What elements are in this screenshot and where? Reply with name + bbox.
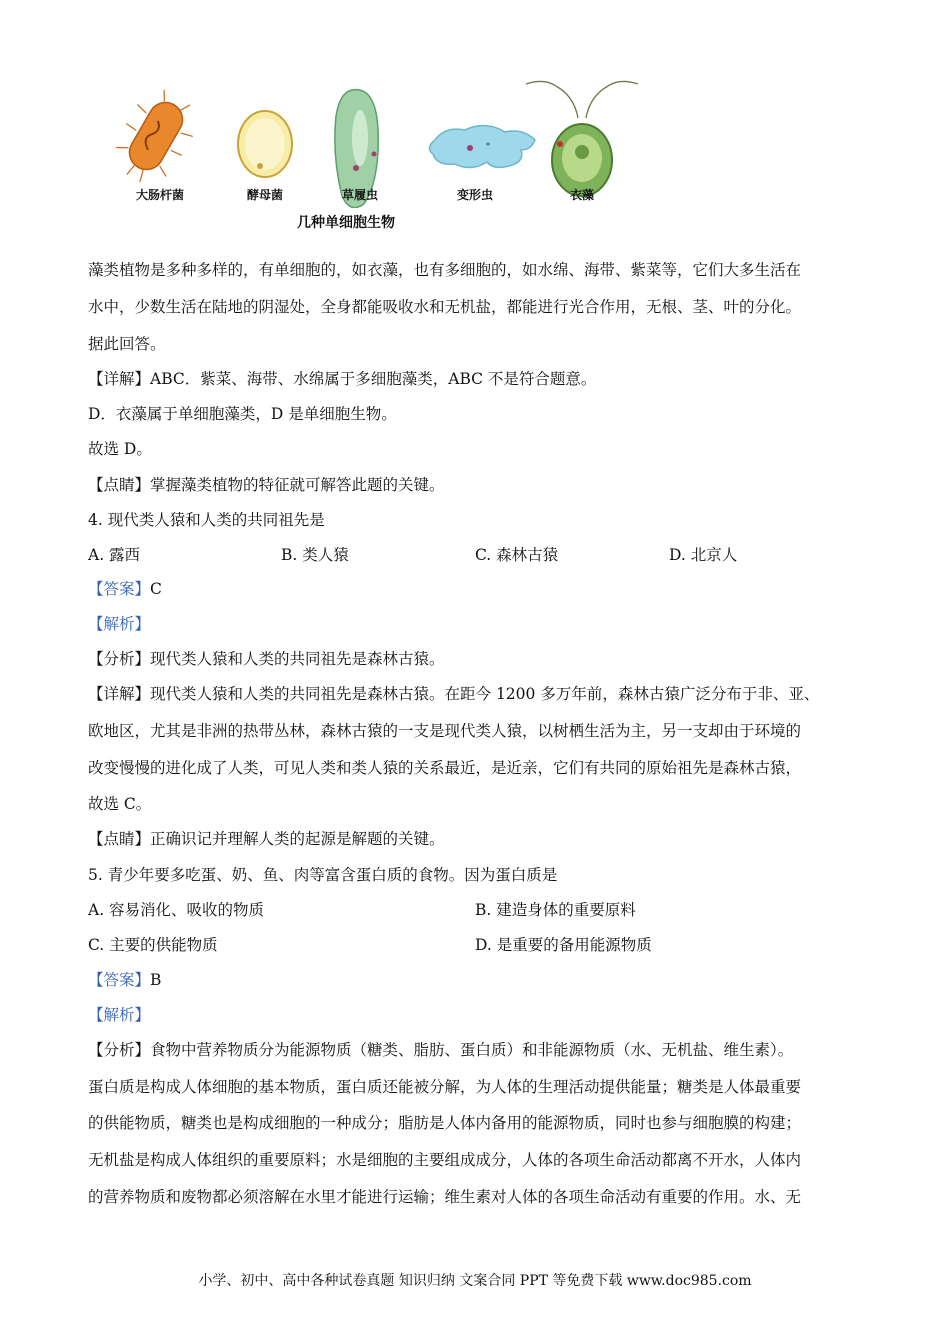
- q4-option-a: A. 露西: [88, 546, 141, 564]
- q5-option-b: B. 建造身体的重要原料: [475, 901, 636, 919]
- q5-analysis-line: 蛋白质是构成人体细胞的基本物质，蛋白质还能被分解，为人体的生理活动提供能量；糖类是人体最重要: [88, 1078, 802, 1096]
- q5-analysis-line: [88, 1040, 793, 1060]
- answer-value: C: [150, 580, 162, 598]
- organism-label-amoeba: 变形虫: [456, 188, 494, 202]
- paragraph-line: 据此回答。: [88, 335, 166, 353]
- q4-key-point-line: [88, 829, 445, 849]
- q4-analysis-tag: 【解析】: [88, 615, 151, 633]
- q5-option-a: A. 容易消化、吸收的物质: [88, 901, 265, 919]
- q5-option-d: D. 是重要的备用能源物质: [475, 936, 652, 954]
- detail-line: 故选 D。: [88, 440, 152, 458]
- section-tag: 【点睛】: [88, 476, 151, 494]
- yeast-drawing: [238, 111, 292, 177]
- e-coli-drawing: [110, 82, 206, 194]
- detail-line: [88, 369, 596, 389]
- organism-label-yeast: 酵母菌: [246, 188, 284, 202]
- chlamydomonas-drawing: [526, 81, 638, 196]
- detail-line: D．衣藻属于单细胞藻类，D 是单细胞生物。: [88, 405, 397, 423]
- key-point-text: 掌握藻类植物的特征就可解答此题的关键。: [150, 476, 445, 494]
- answer-tag: 【答案】: [88, 580, 151, 598]
- section-tag: 【点睛】: [88, 830, 151, 848]
- detail-text: ABC．紫菜、海带、水绵属于多细胞藻类，ABC 不是符合题意。: [150, 370, 597, 388]
- q4-detail-line: [88, 684, 819, 704]
- q4-detail-line: 故选 C。: [88, 795, 152, 813]
- organism-label-chlamydomonas: 衣藻: [569, 188, 595, 202]
- organism-label-paramecium: 草履虫: [341, 188, 379, 202]
- q5-answer: [88, 970, 161, 990]
- q5-analysis-line: 的供能物质，糖类也是构成细胞的一种成分；脂肪是人体内备用的能源物质，同时也参与细胞膜的构建；: [88, 1114, 802, 1132]
- q4-detail-line: 欧地区，尤其是非洲的热带丛林，森林古猿的一支是现代类人猿，以树栖生活为主，另一支却由于环境的: [88, 722, 802, 740]
- q4-option-d: D. 北京人: [669, 546, 738, 564]
- q5-analysis-line: 无机盐是构成人体组织的重要原料；水是细胞的主要组成成分，人体的各项生命活动都离不开水，人体内: [88, 1151, 802, 1169]
- q4-option-b: B. 类人猿: [281, 546, 349, 564]
- q4-analysis-line: [88, 649, 445, 669]
- key-point-text: 正确识记并理解人类的起源是解题的关键。: [150, 830, 445, 848]
- section-tag: 【详解】: [88, 370, 151, 388]
- analysis-text: 食物中营养物质分为能源物质（糖类、脂肪、蛋白质）和非能源物质（水、无机盐、维生素）。: [150, 1041, 794, 1059]
- amoeba-drawing: [429, 125, 535, 167]
- answer-tag: 【答案】: [88, 971, 151, 989]
- q4-option-c: C. 森林古猿: [475, 546, 559, 564]
- organism-label-e-coli: 大肠杆菌: [135, 188, 185, 202]
- analysis-text: 现代类人猿和人类的共同祖先是森林古猿。: [150, 650, 445, 668]
- q5-option-c: C. 主要的供能物质: [88, 936, 218, 954]
- answer-value: B: [150, 971, 162, 989]
- section-tag: 【分析】: [88, 650, 151, 668]
- paragraph-line: 藻类植物是多种多样的，有单细胞的，如衣藻，也有多细胞的，如水绵、海带、紫菜等，它们大多生活在: [88, 261, 802, 279]
- question-4-stem: 4. 现代类人猿和人类的共同祖先是: [88, 511, 325, 529]
- key-point-line: [88, 475, 445, 495]
- figure-caption: 几种单细胞生物: [297, 215, 395, 231]
- detail-text: 现代类人猿和人类的共同祖先是森林古猿。在距今 1200 多万年前，森林古猿广泛分布于非、亚、: [150, 685, 820, 703]
- single-cell-organisms-figure: [110, 78, 670, 238]
- q4-detail-line: 改变慢慢的进化成了人类，可见人类和类人猿的关系最近，是近亲，它们有共同的原始祖先是森林古猿，: [88, 759, 802, 777]
- q4-answer: [88, 579, 162, 599]
- section-tag: 【详解】: [88, 685, 151, 703]
- q5-analysis-line: 的营养物质和废物都必须溶解在水里才能进行运输；维生素对人体的各项生命活动有重要的作用。水、无: [88, 1188, 802, 1206]
- page-footer: 小学、初中、高中各种试卷真题 知识归纳 文案合同 PPT 等免费下载 www.doc985.com: [198, 1273, 752, 1289]
- section-tag: 【分析】: [88, 1041, 151, 1059]
- paragraph-line: 水中，少数生活在陆地的阴湿处，全身都能吸收水和无机盐，都能进行光合作用，无根、茎、叶的分化。: [88, 298, 802, 316]
- question-5-stem: 5. 青少年要多吃蛋、奶、鱼、肉等富含蛋白质的食物。因为蛋白质是: [88, 866, 558, 884]
- q5-analysis-tag: 【解析】: [88, 1006, 151, 1024]
